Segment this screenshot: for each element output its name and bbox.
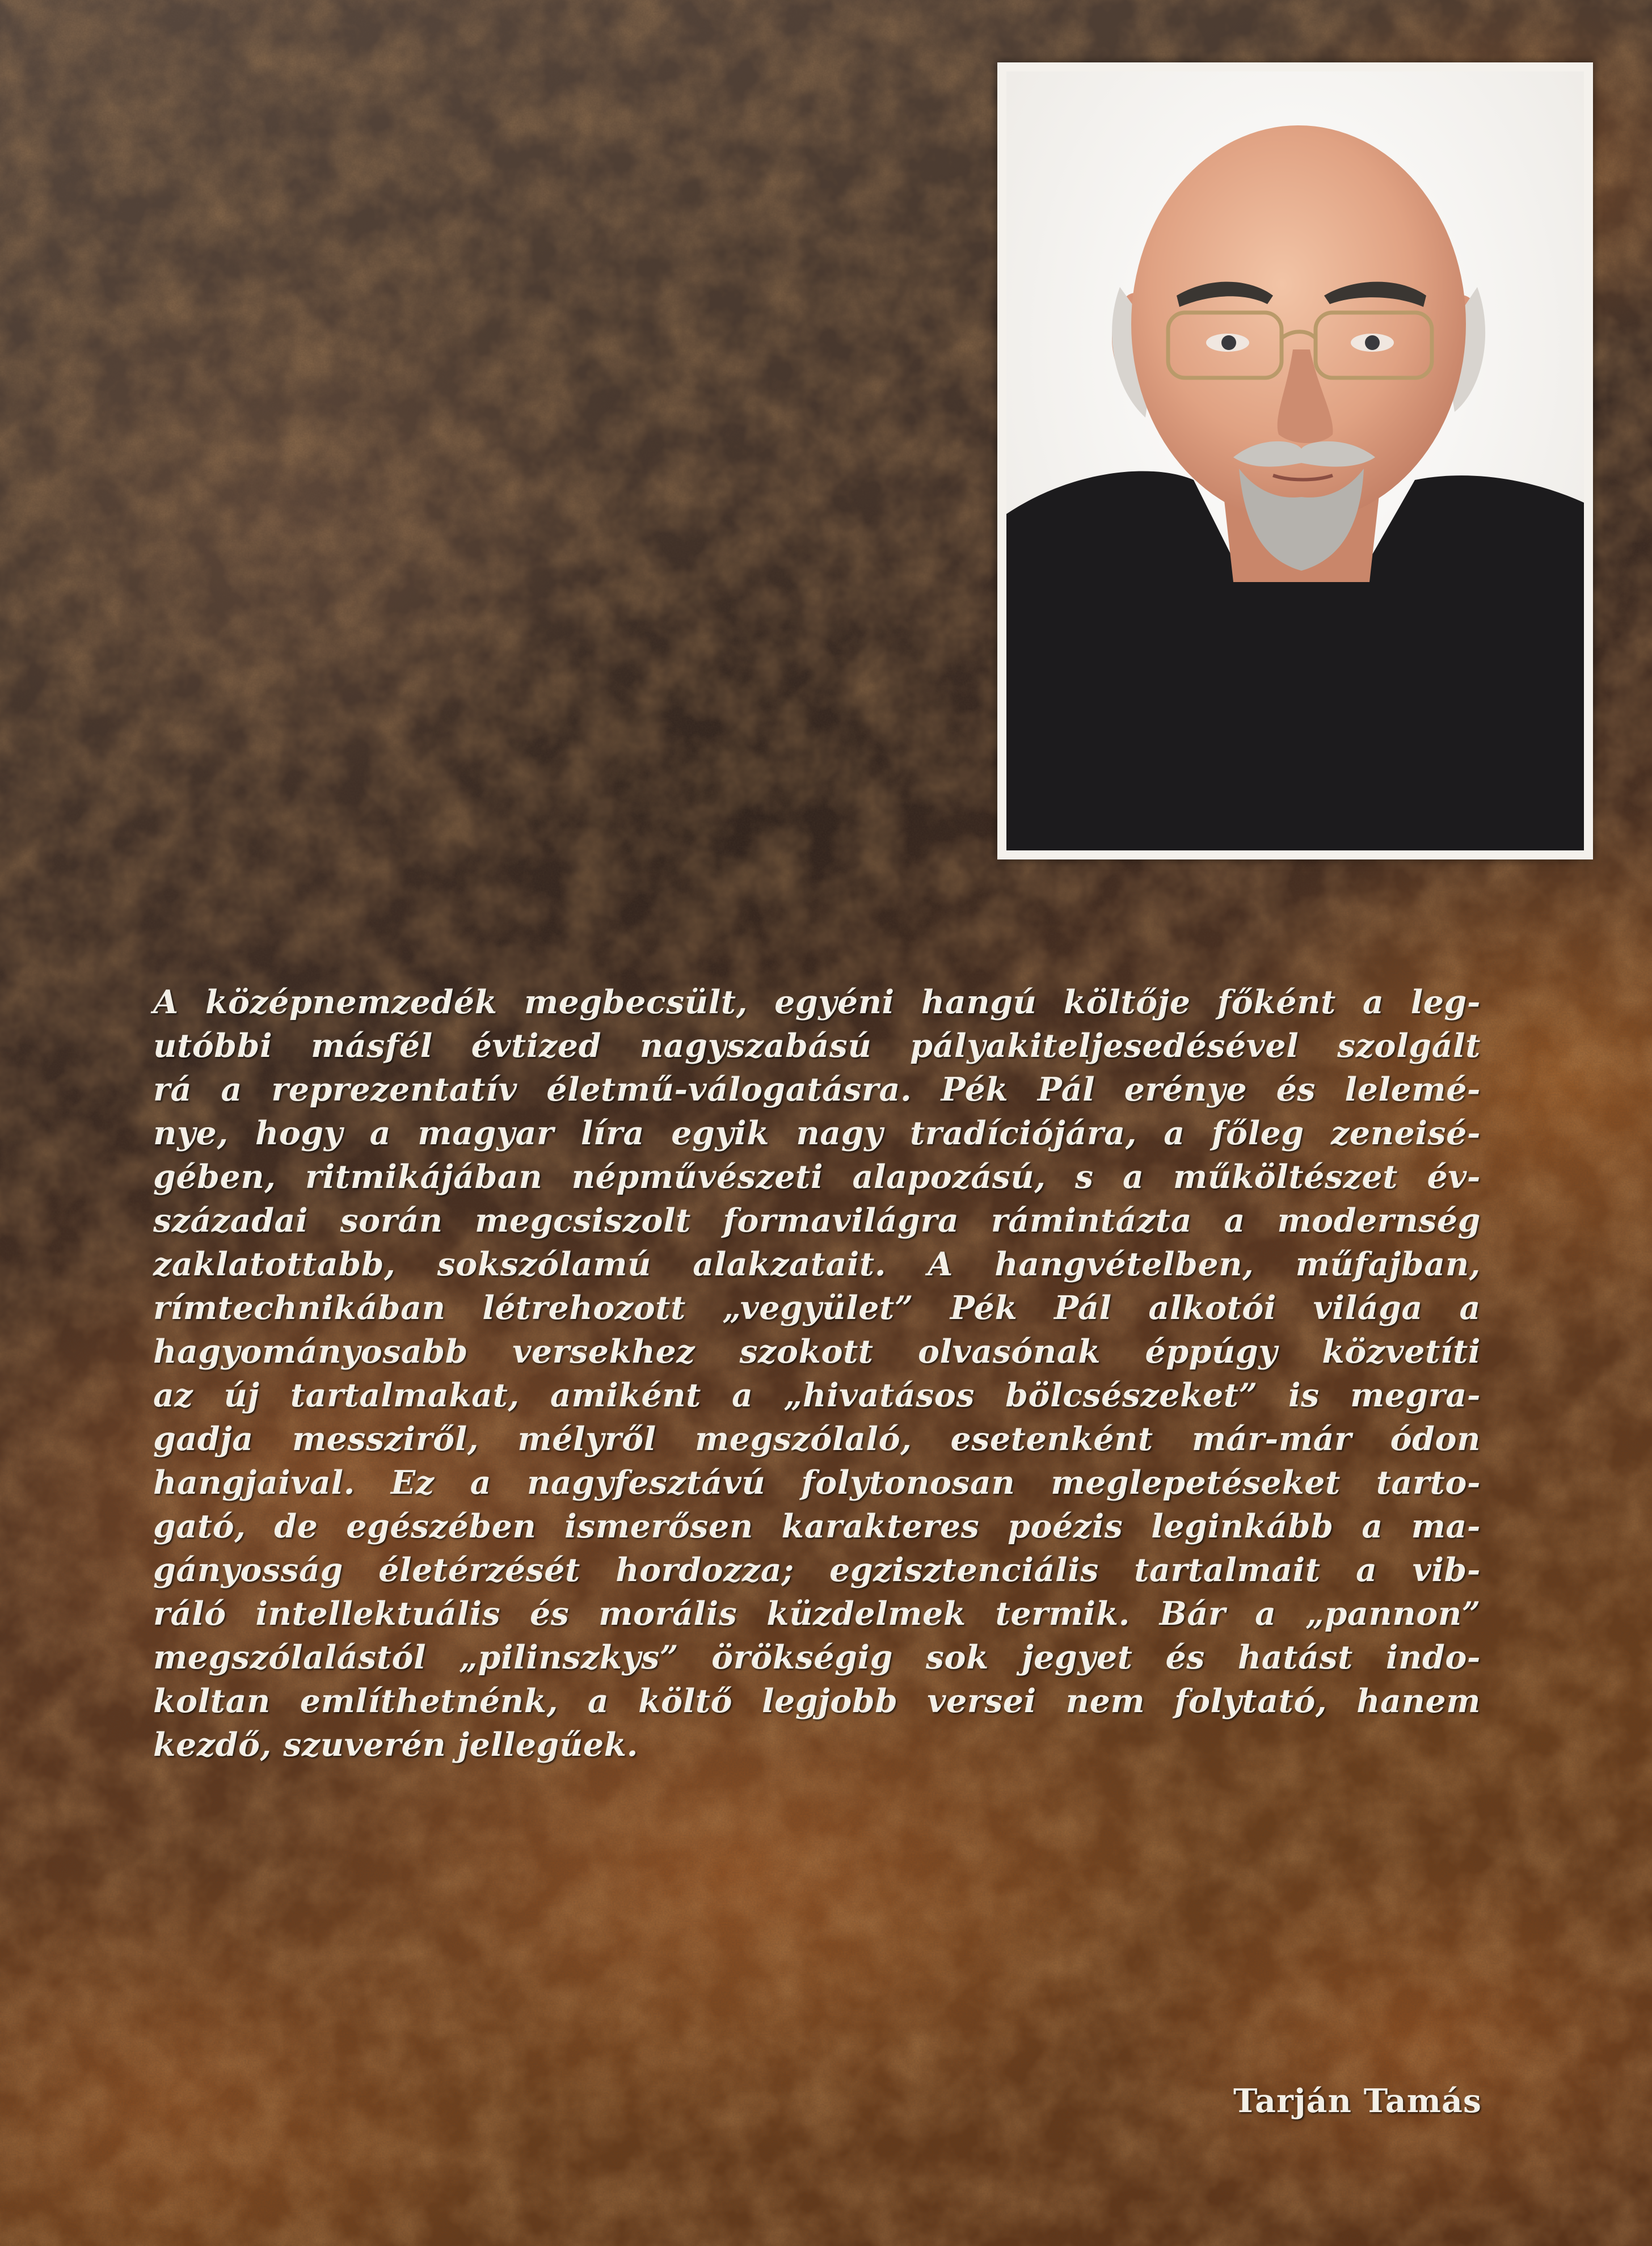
blurb-line: rá a reprezentatív életmű-válogatásra. Pék Pál erénye és lelemé- <box>153 1071 1481 1109</box>
blurb-text <box>153 980 1481 1767</box>
blurb-line: megszólalástól „pilinszkys” örökségig sok jegyet és hatást indo- <box>153 1638 1481 1676</box>
blurb-line: hagyományosabb versekhez szokott olvasónak éppúgy közvetíti <box>153 1333 1481 1371</box>
blurb-line: századai során megcsiszolt formavilágra rámintázta a modernség <box>153 1202 1481 1240</box>
blurb-line: az új tartalmakat, amiként a „hivatásos bölcsészeket” is megra- <box>153 1376 1481 1414</box>
author-portrait-icon <box>1006 71 1584 850</box>
author-photo-frame <box>997 62 1593 859</box>
blurb-line: koltan említhetnénk, a költő legjobb versei nem folytató, hanem <box>153 1682 1481 1720</box>
blurb-line: rímtechnikában létrehozott „vegyület” Pék Pál alkotói világa a <box>153 1289 1481 1327</box>
blurb-line: ráló intellektuális és morális küzdelmek termik. Bár a „pannon” <box>153 1595 1481 1633</box>
blurb-line: hangjaival. Ez a nagyfesztávú folytonosan meglepetéseket tarto- <box>153 1464 1481 1502</box>
blurb-line: gében, ritmikájában népművészeti alapozású, s a műköltészet év- <box>153 1158 1481 1196</box>
blurb-line: gányosság életérzését hordozza; egzisztenciális tartalmait a vib- <box>153 1551 1481 1589</box>
blurb-line: gadja messziről, mélyről megszólaló, esetenként már-már ódon <box>153 1420 1481 1458</box>
blurb-line: nye, hogy a magyar líra egyik nagy tradíciójára, a főleg zeneisé- <box>153 1114 1481 1152</box>
blurb-line: kezdő, szuverén jellegűek. <box>153 1726 638 1764</box>
blurb-line: utóbbi másfél évtized nagyszabású pályakiteljesedésével szolgált <box>153 1027 1481 1065</box>
blurb-line: A középnemzedék megbecsült, egyéni hangú költője főként a leg- <box>153 983 1481 1021</box>
blurb-line: gató, de egészében ismerősen karakteres poézis leginkább a ma- <box>153 1507 1481 1545</box>
blurb-author-signature: Tarján Tamás <box>1233 2082 1482 2120</box>
blurb-line: zaklatottabb, sokszólamú alakzatait. A hangvételben, műfajban, <box>153 1245 1481 1283</box>
